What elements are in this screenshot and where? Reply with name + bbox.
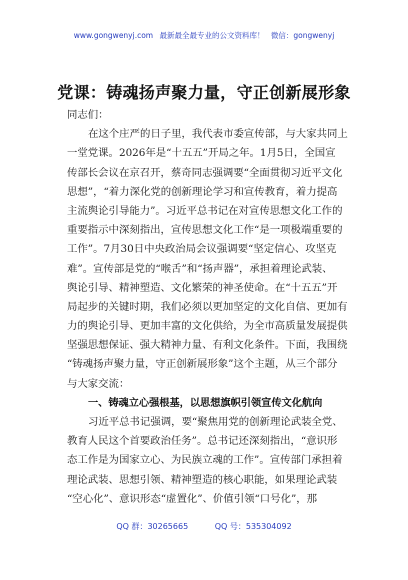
paragraph-line: 局起步的关键时期，我们必须以更加坚定的文化自信、更加有	[67, 300, 348, 313]
paragraph-line: 态工作是为国家立心、为民族立魂的工作”。宣传部门承担着	[67, 454, 343, 467]
paragraph-line: 教育人民这个首要政治任务”。总书记还深刻指出，“意识形	[67, 435, 338, 448]
paragraph-line: 在这个庄严的日子里，我代表市委宣传部，与大家共同上	[88, 128, 348, 141]
document-body	[67, 106, 349, 509]
paragraph-line: 一堂党课。2026年是“十五五”开局之年。1月5日，全国宣	[67, 147, 336, 160]
paragraph-line: 习近平总书记强调，要“聚焦用党的创新理论武装全党、	[88, 416, 343, 428]
paragraph-line: 传部长会议在京召开，蔡奇同志强调要“全面贯彻习近平文化	[67, 166, 343, 179]
site-footer	[0, 521, 408, 532]
paragraph-line: “铸魂扬声聚力量，守正创新展形象”这个主题，从三个部分	[67, 358, 338, 371]
paragraph-line: 坚强思想保证、强大精神力量、有利文化条件。下面，我围绕	[67, 339, 348, 352]
qq-number: QQ 号：535304092	[214, 522, 292, 531]
document-title: 党课：铸魂扬声聚力量，守正创新展形象	[57, 83, 351, 102]
site-header	[0, 30, 408, 41]
paragraph-line: 工作”。7月30日中央政治局会议强调要“坚定信心、攻坚克	[67, 243, 337, 256]
site-url-link[interactable]: www.gongwenyj.com	[73, 31, 154, 40]
paragraph-line: 理论武装、思想引领、精神塑造的核心职能，如果理论武装	[67, 473, 338, 486]
wechat-id: 微信：gongwenyj	[270, 31, 335, 40]
qq-group-number: QQ 群：30265665	[116, 522, 189, 531]
paragraph-line: 舆论引导、精神塑造、文化繁荣的神圣使命。在“十五五”开	[67, 281, 338, 294]
paragraph-line: 重要指示中深刻指出，宣传思想文化工作“是一项极端重要的	[67, 224, 343, 237]
section-heading: 一、铸魂立心强根基，以思想旗帜引领宣传文化航向	[88, 397, 323, 409]
paragraph-line: 与大家交流：	[67, 377, 130, 390]
paragraph-line: 主流舆论引导能力”。习近平总书记在对宣传思想文化工作的	[67, 204, 343, 217]
paragraph-line: 力的舆论引导、更加丰富的文化供给，为全市高质量发展提供	[67, 320, 348, 333]
salutation: 同志们：	[67, 109, 109, 121]
paragraph-line: 思想”，“着力深化党的创新理论学习和宣传教育，着力提高	[67, 185, 338, 198]
paragraph-line: “空心化”、意识形态“虚置化”、价值引领“口号化”，那	[67, 492, 318, 505]
paragraph-line: 难”。宣传部是党的“喉舌”和“扬声器”，承担着理论武装、	[67, 262, 333, 275]
site-tagline: 最新最全最专业的公文资料库！	[159, 31, 265, 40]
